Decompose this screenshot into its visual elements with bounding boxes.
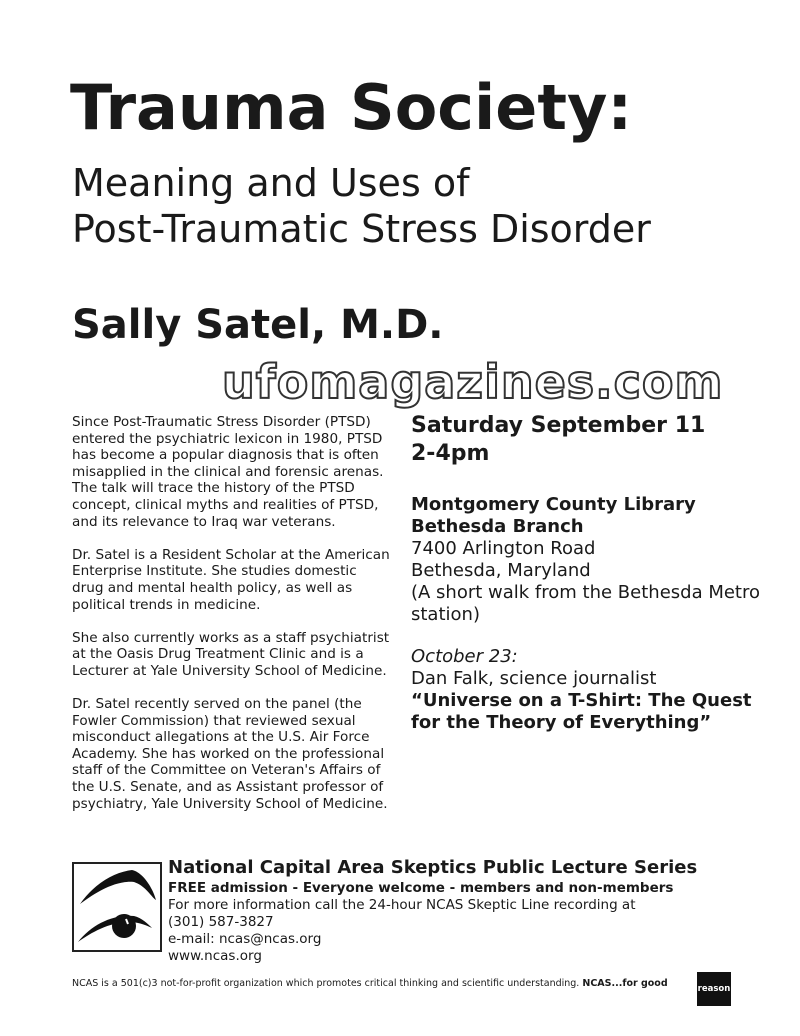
eye-icon xyxy=(74,864,160,950)
ncas-eye-logo xyxy=(72,862,162,952)
subtitle-line: Meaning and Uses of xyxy=(72,161,470,205)
website: www.ncas.org xyxy=(168,948,262,964)
venue-branch: Bethesda Branch xyxy=(411,516,584,537)
description-paragraph: Since Post-Traumatic Stress Disorder (PTSD) entered the psychiatric lexicon in 1980, PTSD has become a popular diagnosis that is often misapplied in the clinical and forensic arenas. The talk will trace the history of the PTSD concept, clinical myths and realities of PTSD, and its relevance to Iraq war veterans. xyxy=(72,414,384,530)
subtitle xyxy=(72,160,651,252)
subtitle-line: Post-Traumatic Stress Disorder xyxy=(72,207,651,251)
email: e-mail: ncas@ncas.org xyxy=(168,931,322,947)
description-column xyxy=(72,414,392,829)
venue-city: Bethesda, Maryland xyxy=(411,560,591,581)
reason-box: reason xyxy=(697,972,731,1006)
page-title: Trauma Society: xyxy=(70,71,633,144)
tagline: NCAS...for good xyxy=(582,978,668,989)
event-details xyxy=(411,412,761,734)
next-date: October 23: xyxy=(411,646,518,667)
phone-number: (301) 587-3827 xyxy=(168,914,274,930)
series-title: National Capital Area Skeptics Public Lecture Series xyxy=(168,857,698,878)
fineprint xyxy=(72,978,684,990)
next-speaker: Dan Falk, science journalist xyxy=(411,668,657,689)
footer-info xyxy=(168,856,697,965)
event-date: Saturday September 11 xyxy=(411,413,706,438)
venue-name: Montgomery County Library xyxy=(411,494,696,515)
event-time: 2-4pm xyxy=(411,441,490,466)
description-paragraph: Dr. Satel is a Resident Scholar at the American Enterprise Institute. She studies domestic drug and mental health policy, as well as political trends in medicine. xyxy=(72,546,390,613)
info-text: For more information call the 24-hour NCAS Skeptic Line recording at xyxy=(168,897,636,913)
venue-address: 7400 Arlington Road xyxy=(411,538,596,559)
venue-note: (A short walk from the Bethesda Metro station) xyxy=(411,582,761,625)
speaker-name: Sally Satel, M.D. xyxy=(72,302,444,348)
fineprint-text: NCAS is a 501(c)3 not-for-profit organization which promotes critical thinking and scientific understanding. xyxy=(72,978,580,989)
description-paragraph: Dr. Satel recently served on the panel (the Fowler Commission) that reviewed sexual misconduct allegations at the U.S. Air Force Academy. She has worked on the professional staff of the Committee on Veteran's Affairs of the U.S. Senate, and as Assistant professor of psychiatry, Yale University School of Medicine. xyxy=(72,696,388,812)
admission-text: FREE admission - Everyone welcome - members and non-members xyxy=(168,880,674,896)
next-talk-title: “Universe on a T-Shirt: The Quest for the Theory of Everything” xyxy=(411,690,752,733)
description-paragraph: She also currently works as a staff psychiatrist at the Oasis Drug Treatment Clinic and is a Lecturer at Yale University School of Medicine. xyxy=(72,629,390,679)
watermark: ufomagazines.com xyxy=(222,355,724,409)
